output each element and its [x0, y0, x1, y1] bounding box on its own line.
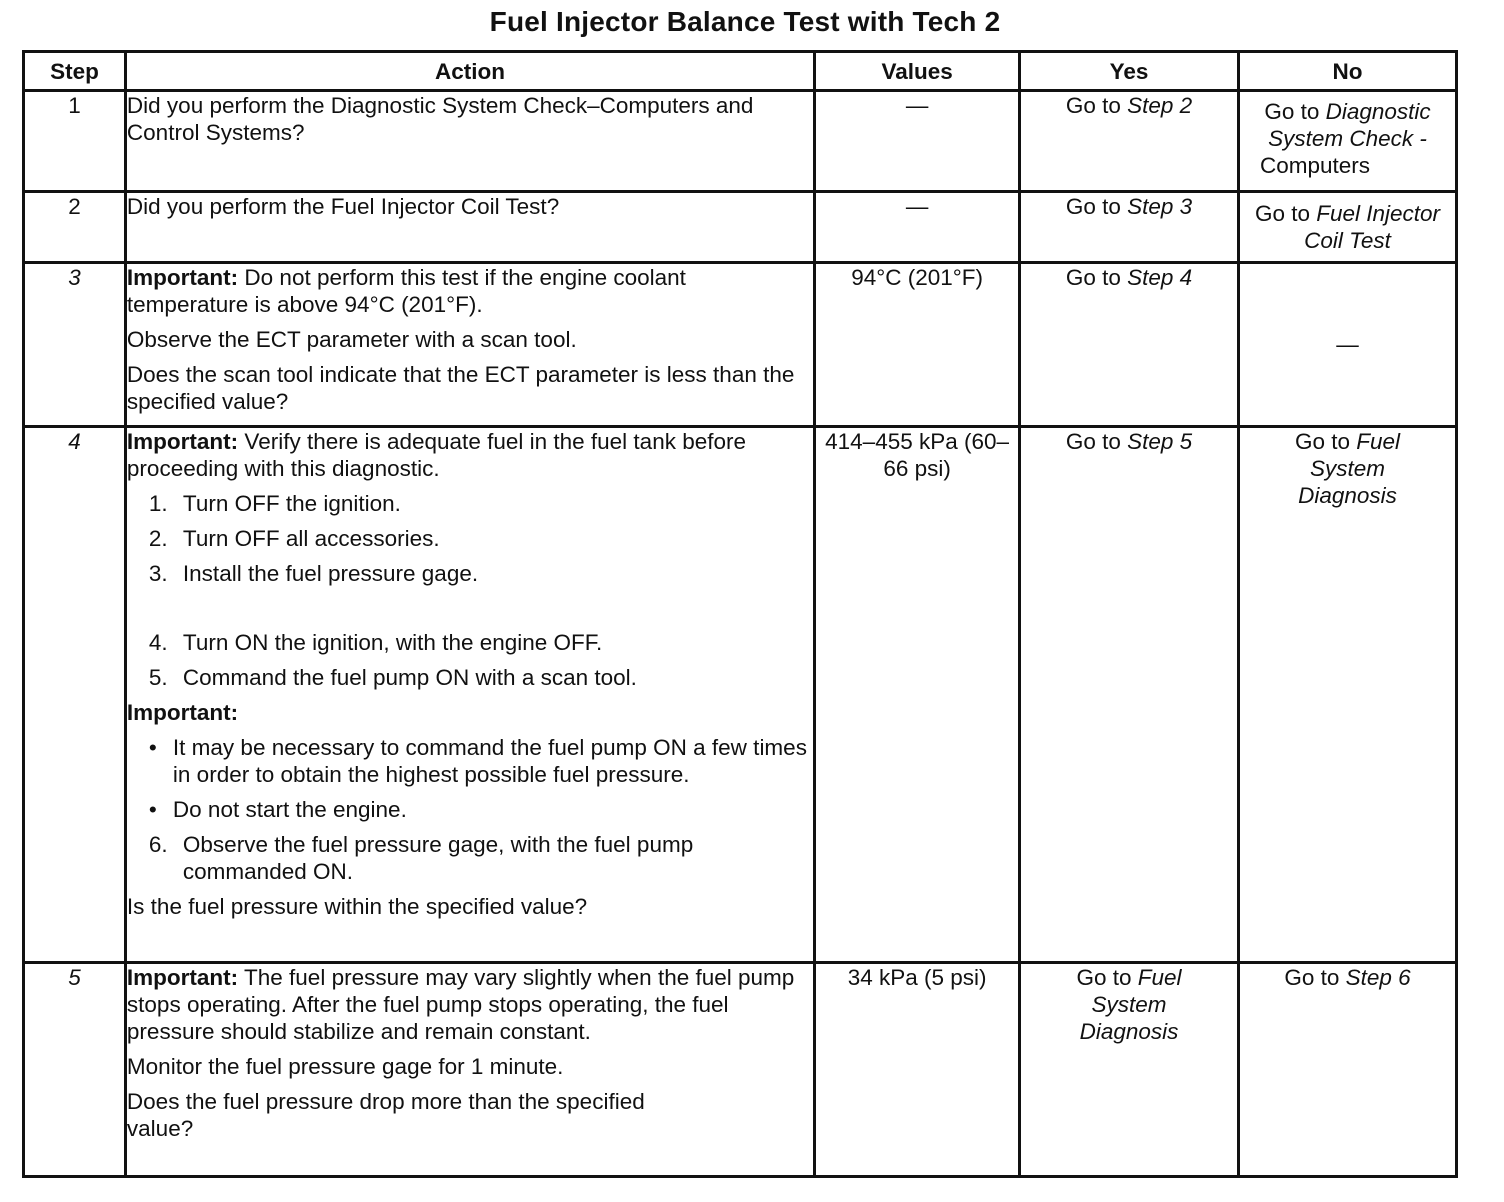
action-question: Did you perform the Fuel Injector Coil Test? — [126, 194, 560, 219]
action-cell — [125, 263, 814, 427]
yes-cell — [1020, 963, 1239, 1177]
header-no: No — [1239, 52, 1457, 91]
yes-link[interactable]: Step 2 — [1127, 93, 1193, 118]
action-instruction: Monitor the fuel pressure gage for 1 minute. — [126, 1054, 564, 1079]
yes-link[interactable]: Step 3 — [1127, 194, 1193, 219]
yes-prefix: Go to — [1065, 265, 1128, 290]
yes-prefix: Go to — [1065, 194, 1128, 219]
important-text: Do not perform this test if the engine coolant temperature is above 94°C (201°F). — [126, 265, 686, 317]
list-item: • Do not start the engine. — [148, 797, 407, 822]
yes-link[interactable]: Step 5 — [1127, 429, 1193, 454]
header-step: Step — [24, 52, 126, 91]
values-cell: 94°C (201°F) — [815, 263, 1020, 427]
list-gap — [127, 595, 813, 621]
list-item: 2. Turn OFF all accessories. — [148, 526, 440, 551]
header-values: Values — [815, 52, 1020, 91]
page-title: Fuel Injector Balance Test with Tech 2 — [489, 6, 1001, 37]
important-label: Important: — [126, 429, 239, 454]
header-action: Action — [125, 52, 814, 91]
table-row — [24, 192, 1457, 263]
no-cell — [1239, 192, 1457, 263]
no-prefix: Go to — [1284, 965, 1346, 990]
list-item: 1. Turn OFF the ignition. — [148, 491, 401, 516]
yes-prefix: Go to — [1065, 93, 1128, 118]
no-link[interactable]: Fuel System Diagnosis — [1298, 429, 1401, 508]
no-cell — [1239, 91, 1457, 192]
table-row — [24, 91, 1457, 192]
action-cell — [125, 963, 814, 1177]
step-number: 1 — [24, 91, 126, 192]
important-text: Verify there is adequate fuel in the fuel tank before proceeding with this diagnostic. — [126, 429, 747, 481]
values-cell: 414–455 kPa (60–66 psi) — [815, 427, 1020, 963]
yes-cell — [1020, 192, 1239, 263]
values-cell: — — [815, 192, 1020, 263]
no-cell — [1239, 427, 1457, 963]
table-row — [24, 263, 1457, 427]
list-item: 5. Command the fuel pump ON with a scan tool. — [148, 665, 637, 690]
list-item: 4. Turn ON the ignition, with the engine OFF. — [148, 630, 603, 655]
no-cell — [1239, 963, 1457, 1177]
yes-link[interactable]: Fuel System Diagnosis — [1079, 965, 1182, 1044]
no-prefix: Go to — [1254, 201, 1317, 226]
yes-link[interactable]: Step 4 — [1127, 265, 1193, 290]
procedure-steps — [127, 831, 813, 885]
action-question: Does the scan tool indicate that the ECT parameter is less than the specified value? — [126, 362, 795, 414]
yes-prefix: Go to — [1076, 965, 1138, 990]
values-cell: — — [815, 91, 1020, 192]
table-row — [24, 427, 1457, 963]
yes-cell — [1020, 91, 1239, 192]
no-link[interactable]: Fuel Injector Coil Test — [1304, 201, 1441, 253]
header-yes: Yes — [1020, 52, 1239, 91]
no-link[interactable]: Diagnostic System Check - — [1268, 99, 1431, 151]
important-label: Important: — [126, 965, 239, 990]
action-cell — [125, 192, 814, 263]
diagnostic-table — [22, 50, 1458, 1178]
list-item: 6. Observe the fuel pressure gage, with the fuel pump commanded ON. — [148, 832, 694, 884]
important-note — [127, 264, 813, 318]
action-cell — [125, 91, 814, 192]
action-question: Did you perform the Diagnostic System Check–Computers and Control Systems? — [126, 93, 754, 145]
table-row — [24, 963, 1457, 1177]
yes-cell — [1020, 427, 1239, 963]
important-label: Important: — [126, 265, 239, 290]
step-number: 4 — [24, 427, 126, 963]
action-instruction: Observe the ECT parameter with a scan tool. — [126, 327, 577, 352]
step-number: 2 — [24, 192, 126, 263]
important-bullets — [127, 734, 813, 823]
no-suffix: Computers — [1260, 153, 1371, 178]
yes-cell — [1020, 263, 1239, 427]
action-question: Does the fuel pressure drop more than the specified value? — [126, 1089, 645, 1141]
list-item: • It may be necessary to command the fuel pump ON a few times in order to obtain the highest possible fuel pressure. — [148, 735, 807, 787]
yes-prefix: Go to — [1065, 429, 1128, 454]
no-link[interactable]: Step 6 — [1345, 965, 1411, 990]
table-header-row — [24, 52, 1457, 91]
procedure-steps — [127, 490, 813, 691]
action-question: Is the fuel pressure within the specified value? — [126, 894, 588, 919]
action-cell — [125, 427, 814, 963]
no-prefix: Go to — [1294, 429, 1357, 454]
important-label: Important: — [126, 700, 239, 725]
no-prefix: Go to — [1264, 99, 1326, 124]
list-item: 3. Install the fuel pressure gage. — [148, 561, 479, 586]
important-note — [127, 964, 813, 1045]
step-number: 5 — [24, 963, 126, 1177]
no-cell: — — [1239, 263, 1457, 427]
step-number: 3 — [24, 263, 126, 427]
important-note — [127, 428, 813, 482]
important-text: The fuel pressure may vary slightly when the fuel pump stops operating. After the fuel pump stops operating, the fuel pressure should stabilize and remain constant. — [126, 965, 795, 1044]
values-cell: 34 kPa (5 psi) — [815, 963, 1020, 1177]
